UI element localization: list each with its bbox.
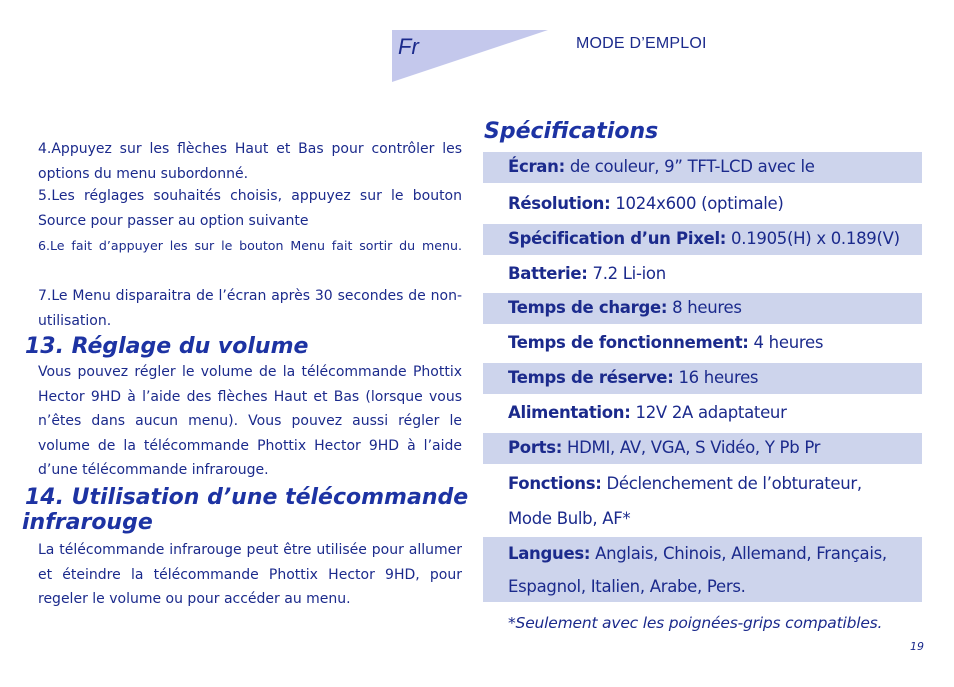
spec-label: Résolution: <box>508 194 611 213</box>
spec-value-line2: Mode Bulb, AF* <box>508 509 631 528</box>
spec-row-functions <box>483 466 922 536</box>
spec-row-standby-time <box>483 363 922 394</box>
section-14-body: La télécommande infrarouge peut être utilisée pour allumer et éteindre la télécommande Phottix Hector 9HD, pour regeler le volume ou pour accéder au menu. <box>38 542 462 607</box>
spec-label: Spécification d’un Pixel: <box>508 229 727 248</box>
spec-value: 0.1905(H) x 0.189(V) <box>726 229 900 248</box>
paragraph-step-4: 4.Appuyez sur les flèches Haut et Bas pour contrôler les options du menu subordonné. <box>38 141 462 182</box>
spec-label: Ports: <box>508 438 563 457</box>
specs-footnote: *Seulement avec les poignées-grips compatibles. <box>508 614 883 632</box>
manual-title: MODE D’EMPLOI <box>576 35 707 52</box>
spec-value: de couleur, 9” TFT-LCD avec le <box>564 157 815 176</box>
section-13-body: Vous pouvez régler le volume de la télécommande Phottix Hector 9HD à l’aide des flèches Haut et Bas (lorsque vous n’êtes dans aucun menu). Vous pouvez aussi régler le volume de la télécommande Phottix Hector 9HD à l’aide d’une télécommande infrarouge. <box>38 364 462 478</box>
spec-value: 16 heures <box>673 368 759 387</box>
spec-row-charge-time <box>483 293 922 324</box>
spec-row-ports <box>483 433 922 464</box>
paragraph-step-6: 6.Le fait d’appuyer les sur le bouton Menu fait sortir du menu. <box>38 238 462 253</box>
spec-row-battery <box>483 259 922 290</box>
spec-value: 1024x600 (optimale) <box>610 194 784 213</box>
spec-label: Fonctions: <box>508 474 602 493</box>
spec-label: Alimentation: <box>508 403 631 422</box>
spec-row-resolution <box>483 189 922 220</box>
spec-label: Temps de réserve: <box>508 368 674 387</box>
spec-value: Déclenchement de l’obturateur, <box>601 474 862 493</box>
page-number: 19 <box>910 640 924 653</box>
language-label: Fr <box>398 34 419 59</box>
spec-row-operating-time <box>483 328 922 359</box>
spec-value: 12V 2A adaptateur <box>630 403 787 422</box>
section-14-heading-line2: infrarouge <box>22 510 153 535</box>
spec-label: Temps de charge: <box>508 298 668 317</box>
spec-row-languages <box>483 537 922 602</box>
spec-value: 4 heures <box>748 333 824 352</box>
section-14-heading-line1: 14. Utilisation d’une télécommande <box>25 485 469 510</box>
spec-value: Anglais, Chinois, Allemand, Français, <box>590 544 887 563</box>
specifications-title: Spécifications <box>484 119 659 144</box>
spec-label: Batterie: <box>508 264 588 283</box>
spec-value: HDMI, AV, VGA, S Vidéo, Y Pb Pr <box>562 438 821 457</box>
spec-row-power <box>483 398 922 429</box>
section-13-heading: 13. Réglage du volume <box>25 334 309 359</box>
spec-label: Temps de fonctionnement: <box>508 333 749 352</box>
spec-row-screen <box>483 152 922 183</box>
spec-label: Écran: <box>508 157 565 176</box>
spec-row-pixel <box>483 224 922 255</box>
spec-value: 7.2 Li-ion <box>587 264 666 283</box>
spec-value-line2: Espagnol, Italien, Arabe, Pers. <box>508 577 746 596</box>
spec-label: Langues: <box>508 544 591 563</box>
paragraph-step-5: 5.Les réglages souhaités choisis, appuyez sur le bouton Source pour passer au option suivante <box>38 188 462 229</box>
spec-value: 8 heures <box>667 298 742 317</box>
paragraph-step-7: 7.Le Menu disparaitra de l’écran après 30 secondes de non-utilisation. <box>38 288 462 329</box>
